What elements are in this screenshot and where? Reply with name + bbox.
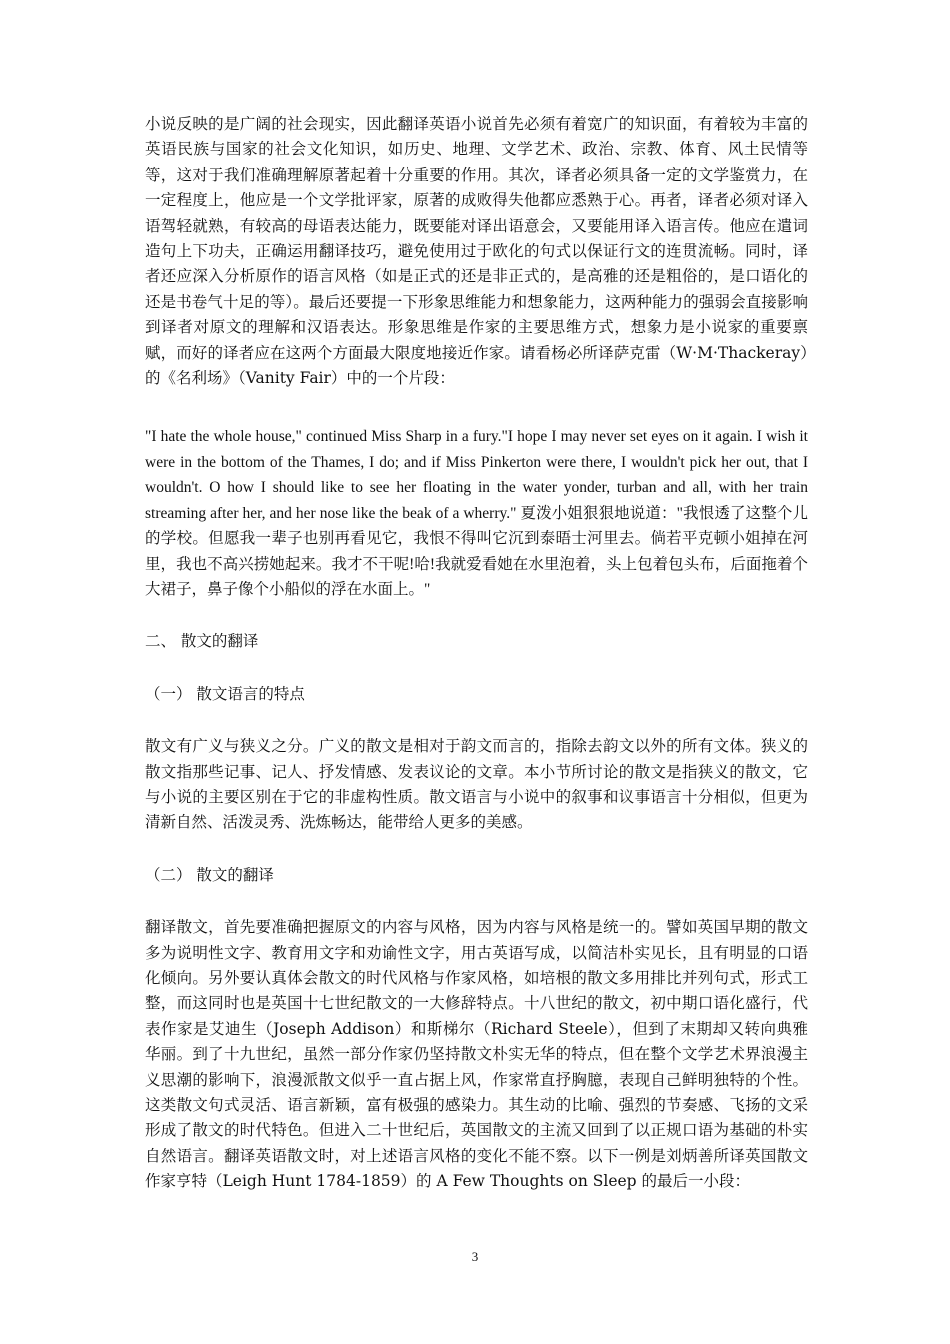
paragraph-prose-translation-method: 翻译散文，首先要准确把握原文的内容与风格，因为内容与风格是统一的。譬如英国早期的散文多为说明性文字、教育用文字和劝谕性文字，用古英语写成，以简洁朴实见长，且有明显的口语化倾向。另外要认真体会散文的时代风格与作家风格，如培根的散文多用排比并列句式，形式工整，而这同时也是英国十七世纪散文的一大修辞特点。十八世纪的散文，初中期口语化盛行，代表作家是艾迪生（Joseph Addison）和斯梯尔（Richard Steele），但到了末期却又转向典雅华丽。到了十九世纪，虽然一部分作家仍坚持散文朴实无华的特点，但在整个文学艺术界浪漫主义思潮的影响下，浪漫派散文似乎一直占据上风，作家常直抒胸臆，表现自己鲜明独特的个性。这类散文句式灵活、语言新颖，富有极强的感染力。其生动的比喻、强烈的节奏感、飞扬的文采形成了散文的时代特色。但进入二十世纪后，英国散文的主流又回到了以正规口语为基础的朴实自然语言。翻译英语散文时，对上述语言风格的变化不能不察。以下一例是刘炳善所译英国散文作家亨特（Leigh Hunt 1784-1859）的 A Few Thoughts on Sleep 的最后一小段： xyxy=(145,918,808,1191)
page-number: 3 xyxy=(471,1249,479,1264)
subsection-heading-prose-translation: （二） 散文的翻译 xyxy=(145,865,274,884)
section-heading-prose-translation: 二、 散文的翻译 xyxy=(145,632,259,651)
document-body xyxy=(145,112,808,1195)
subsection-heading-prose-language: （一） 散文语言的特点 xyxy=(145,684,305,703)
paragraph-vanity-fair-example: "I hate the whole house," continued Miss Sharp in a fury."I hope I may never set eyes on it again. I wish it were in the bottom of the Thames, I do; and if Miss Pinkerton were there, I wouldn't pick her out, that I wouldn't. O how I should like to see her floating in the water yonder, turban and all, with her train streaming after her, and her nose like the beak of a wherry." 夏泼小姐狠狠地说道："我恨透了这整个儿的学校。但愿我一辈子也别再看见它，我恨不得叫它沉到泰晤士河里去。倘若平克顿小姐掉在河里，我也不高兴捞她起来。我才不干呢!哈!我就爱看她在水里泡着，头上包着包头布，后面拖着个大裙子，鼻子像个小船似的浮在水面上。" xyxy=(145,428,808,598)
paragraph-novel-translation: 小说反映的是广阔的社会现实，因此翻译英语小说首先必须有着宽广的知识面，有着较为丰富的英语民族与国家的社会文化知识，如历史、地理、文学艺术、政治、宗教、体育、风土民情等等，这对于我们准确理解原著起着十分重要的作用。其次，译者必须具备一定的文学鉴赏力，在一定程度上，他应是一个文学批评家，原著的成败得失他都应悉熟于心。再者，译者必须对译入语驾轻就熟，有较高的母语表达能力，既要能对译出语意会，又要能用译入语言传。他应在遣词造句上下功夫，正确运用翻译技巧，避免使用过于欧化的句式以保证行文的连贯流畅。同时，译者还应深入分析原作的语言风格（如是正式的还是非正式的，是高雅的还是粗俗的，是口语化的还是书卷气十足的等）。最后还要提一下形象思维能力和想象能力，这两种能力的强弱会直接影响到译者对原文的理解和汉语表达。形象思维是作家的主要思维方式，想象力是小说家的重要禀赋，而好的译者应在这两个方面最大限度地接近作家。请看杨必所译萨克雷（W·M·Thackeray）的《名利场》（Vanity Fair）中的一个片段： xyxy=(145,115,808,388)
paragraph-prose-definition: 散文有广义与狭义之分。广义的散文是相对于韵文而言的，指除去韵文以外的所有文体。狭义的散文指那些记事、记人、抒发情感、发表议论的文章。本小节所讨论的散文是指狭义的散文，它与小说的主要区别在于它的非虚构性质。散文语言与小说中的叙事和议事语言十分相似，但更为清新自然、活泼灵秀、洗炼畅达，能带给人更多的美感。 xyxy=(145,737,808,832)
